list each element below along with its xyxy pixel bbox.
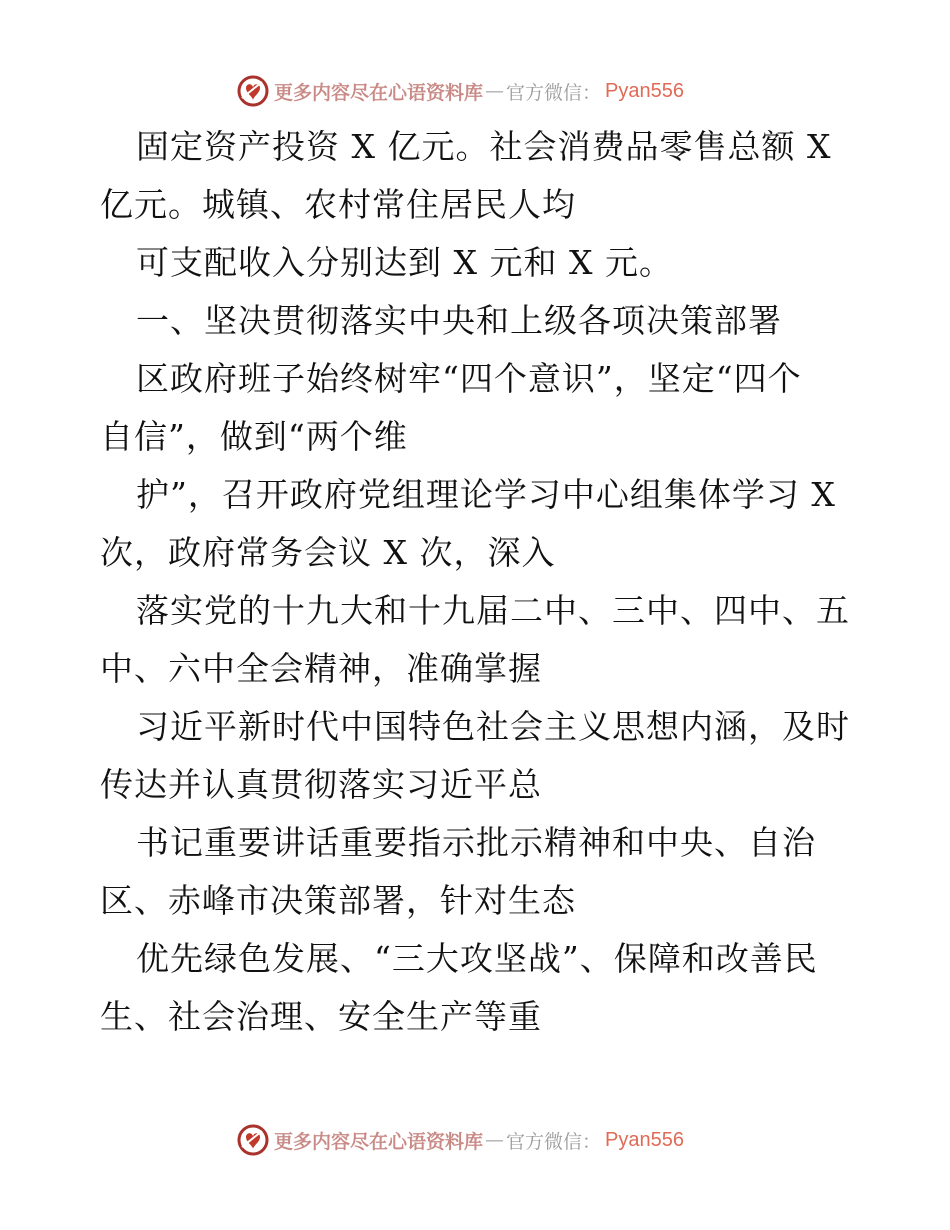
document-line: 一、坚决贯彻落实中央和上级各项决策部署 xyxy=(136,301,782,340)
document-line: 传达并认真贯彻落实习近平总 xyxy=(100,765,542,804)
document-line: 可支配收入分别达到 X 元和 X 元。 xyxy=(136,243,673,282)
banner-slogan: 更多内容尽在心语资料库 xyxy=(274,81,484,104)
banner-separator: — xyxy=(485,1129,505,1151)
document-line: 固定资产投资 X 亿元。社会消费品零售总额 X xyxy=(136,127,832,166)
banner-wechat-id: Pyan556 xyxy=(605,1128,684,1151)
header-banner xyxy=(236,74,684,108)
document-line: 次，政府常务会议 X 次，深入 xyxy=(100,533,556,572)
document-line: 中、六中全会精神，准确掌握 xyxy=(100,649,542,688)
stylized-heart-logo-icon xyxy=(236,74,270,108)
stylized-heart-logo-icon xyxy=(236,1123,270,1157)
banner-wechat-label: 官方微信： xyxy=(506,81,602,104)
document-line: 生、社会治理、安全生产等重 xyxy=(100,997,542,1036)
document-line: 区政府班子始终树牢“四个意识”，坚定“四个 xyxy=(136,359,802,398)
document-body xyxy=(100,118,860,1046)
banner-wechat-id: Pyan556 xyxy=(605,79,684,102)
document-line: 习近平新时代中国特色社会主义思想内涵，及时 xyxy=(136,707,850,746)
document-line: 亿元。城镇、农村常住居民人均 xyxy=(100,185,576,224)
banner-slogan: 更多内容尽在心语资料库 xyxy=(274,1130,484,1153)
banner-separator: — xyxy=(485,80,505,102)
banner-wechat-label: 官方微信： xyxy=(506,1130,602,1153)
footer-banner xyxy=(236,1123,684,1157)
document-line: 区、赤峰市决策部署，针对生态 xyxy=(100,881,576,920)
document-line: 落实党的十九大和十九届二中、三中、四中、五 xyxy=(136,591,850,630)
document-line: 护”，召开政府党组理论学习中心组集体学习 X xyxy=(136,475,836,514)
document-line: 书记重要讲话重要指示批示精神和中央、自治 xyxy=(136,823,816,862)
document-line: 优先绿色发展、“三大攻坚战”、保障和改善民 xyxy=(136,939,818,978)
document-line: 自信”，做到“两个维 xyxy=(100,417,408,456)
